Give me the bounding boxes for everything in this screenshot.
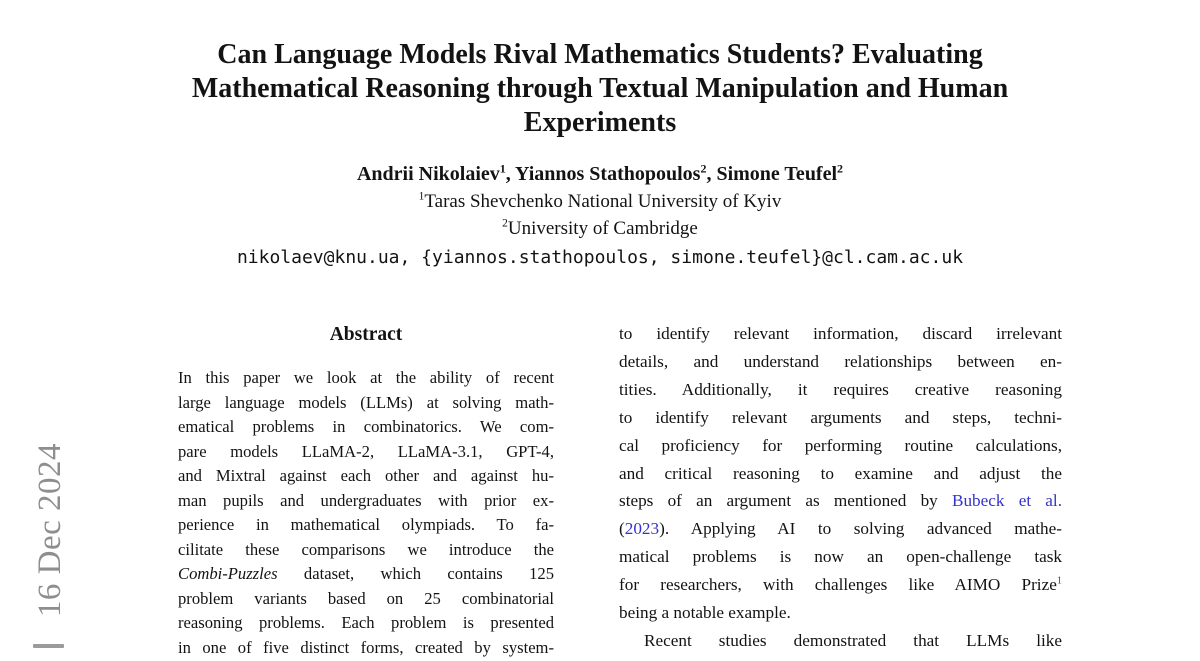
paper-header: [160, 38, 1040, 271]
text-segment: , Simone Teufel: [706, 163, 838, 185]
text-segment: ). Applying AI to solving advanced mathe-: [659, 519, 1062, 539]
footnote-marker-link[interactable]: 1: [1056, 575, 1062, 587]
abstract-section: [178, 322, 554, 661]
body-line: to identify relevant information, discard irrelevant: [619, 324, 1062, 343]
superscript-marker: 2: [502, 217, 508, 230]
arxiv-stamp-cutoff-fragment: [33, 644, 64, 648]
text-segment: dataset, which contains 125: [277, 564, 554, 584]
text-segment: Andrii Nikolaiev: [356, 163, 500, 185]
abstract-line: and Mixtral against each other and against hu-: [178, 466, 554, 486]
abstract-line: cilitate these comparisons we introduce the: [178, 539, 554, 559]
abstract-line: In this paper we look at the ability of recent: [178, 368, 554, 387]
text-segment: University of Cambridge: [507, 218, 698, 239]
text-segment: steps of an argument as mentioned by: [619, 491, 952, 511]
abstract-line: [178, 562, 554, 587]
superscript-marker: 1: [499, 161, 506, 176]
body-line: cal proficiency for performing routine calculations,: [619, 435, 1062, 455]
body-line: [619, 571, 1062, 599]
header-line: [160, 215, 1040, 242]
paper-title: [160, 38, 1040, 140]
author-affiliation-block: [160, 160, 1040, 271]
title-line: Can Language Models Rival Mathematics Students? Evaluating: [217, 39, 983, 70]
abstract-line: ematical problems in combinatorics. We com-: [178, 417, 554, 437]
body-line: [619, 515, 1062, 543]
body-line: to identify relevant arguments and steps, techni-: [619, 407, 1062, 427]
text-segment: Combi-Puzzles: [178, 564, 278, 584]
text-segment: (: [619, 519, 625, 539]
abstract-line: large language models (LLMs) at solving math-: [178, 392, 554, 412]
title-line: Experiments: [523, 107, 677, 138]
abstract-line: perience in mathematical olympiads. To fa-: [178, 515, 554, 535]
abstract-line: reasoning problems. Each problem is presented: [178, 613, 554, 633]
citation-link[interactable]: Bubeck et al.: [951, 491, 1062, 511]
body-line: and critical reasoning to examine and adjust the: [619, 463, 1062, 483]
title-line: Mathematical Reasoning through Textual Manipulation and Human: [191, 73, 1009, 104]
body-column: [619, 320, 1062, 655]
body-line: details, and understand relationships between en-: [619, 351, 1062, 371]
arxiv-date-stamp: 16 Dec 2024: [32, 442, 68, 618]
citation-link[interactable]: 2023: [624, 519, 660, 539]
text-segment: , Yiannos Stathopoulos: [505, 163, 701, 185]
header-line: [160, 160, 1040, 188]
superscript-marker: 2: [837, 161, 844, 176]
body-line: [619, 487, 1062, 515]
superscript-marker: 1: [418, 190, 425, 203]
body-line: being a notable example.: [619, 603, 791, 623]
header-line: nikolaev@knu.ua, {yiannos.stathopoulos, simone.teufel}@cl.cam.ac.uk: [236, 247, 964, 268]
abstract-line: problem variants based on 25 combinatorial: [178, 588, 554, 608]
abstract-line: in one of five distinct forms, created by system-: [178, 638, 554, 658]
header-line: [160, 188, 1040, 215]
body-line: tities. Additionally, it requires creative reasoning: [619, 379, 1062, 399]
body-line: matical problems is now an open-challenge task: [619, 547, 1062, 567]
text-segment: Taras Shevchenko National University of Kyiv: [424, 191, 782, 212]
text-segment: for researchers, with challenges like AIMO Prize: [619, 575, 1057, 595]
body-line: Recent studies demonstrated that LLMs like: [644, 630, 1062, 650]
abstract-line: pare models LLaMA-2, LLaMA-3.1, GPT-4,: [178, 441, 554, 461]
abstract-heading: Abstract: [329, 324, 403, 345]
abstract-line: man pupils and undergraduates with prior ex-: [178, 490, 554, 510]
superscript-marker: 2: [700, 161, 707, 176]
abstract-text: [178, 366, 554, 661]
